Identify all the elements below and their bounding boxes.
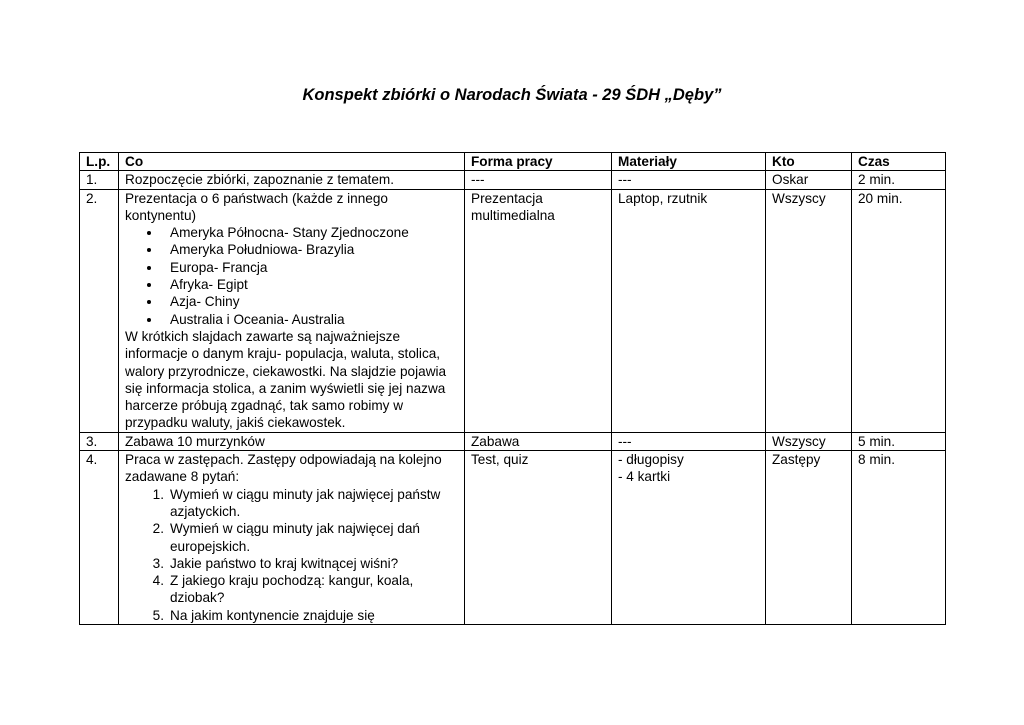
- list-item: Afryka- Egipt: [125, 276, 458, 293]
- question-list: [125, 486, 458, 624]
- table-row: [80, 171, 946, 189]
- cell-lp: 3.: [80, 432, 119, 450]
- list-item: Azja- Chiny: [125, 293, 458, 310]
- question-number: 1.: [152, 486, 164, 502]
- list-item: [125, 607, 458, 624]
- cell-materialy: ---: [612, 171, 766, 189]
- list-item: [125, 486, 458, 521]
- question-text: Na jakim kontynencie znajduje się: [170, 607, 375, 623]
- table-row: [80, 189, 946, 432]
- cell-forma: Test, quiz: [465, 451, 612, 625]
- list-item: [125, 520, 458, 555]
- cell-czas: 20 min.: [852, 189, 946, 432]
- question-number: 4.: [152, 573, 164, 589]
- country-list: [125, 224, 458, 328]
- list-item: Europa- Francja: [125, 259, 458, 276]
- cell-forma: Prezentacja multimedialna: [465, 189, 612, 432]
- plan-table: [79, 152, 946, 625]
- cell-kto: Wszyscy: [766, 432, 852, 450]
- cell-kto: Wszyscy: [766, 189, 852, 432]
- question-text: Wymień w ciągu minuty jak najwięcej dań europejskich.: [170, 521, 420, 554]
- cell-czas: 8 min.: [852, 451, 946, 625]
- header-kto: Kto: [766, 153, 852, 171]
- cell-lp: 4.: [80, 451, 119, 625]
- material-item: - długopisy: [618, 452, 684, 468]
- header-lp: L.p.: [80, 153, 119, 171]
- question-number: 3.: [152, 555, 164, 571]
- list-item: [125, 555, 458, 572]
- cell-czas: 2 min.: [852, 171, 946, 189]
- question-text: Jakie państwo to kraj kwitnącej wiśni?: [170, 555, 399, 571]
- question-text: Wymień w ciągu minuty jak najwięcej państw azjatyckich.: [170, 486, 441, 519]
- cell-kto: Oskar: [766, 171, 852, 189]
- cell-materialy: ---: [612, 432, 766, 450]
- cell-co: [119, 451, 465, 625]
- question-number: 5.: [152, 607, 164, 623]
- question-number: 2.: [152, 521, 164, 537]
- cell-czas: 5 min.: [852, 432, 946, 450]
- cell-co: Zabawa 10 murzynków: [119, 432, 465, 450]
- cell-materialy: Laptop, rzutnik: [612, 189, 766, 432]
- header-materialy: Materiały: [612, 153, 766, 171]
- header-czas: Czas: [852, 153, 946, 171]
- co-intro: Prezentacja o 6 państwach (każde z innego kontynentu): [125, 190, 388, 223]
- material-item: - 4 kartki: [618, 469, 671, 485]
- co-description: W krótkich slajdach zawarte są najważniejsze informacje o danym kraju- populacja, waluta, stolica, walory przyrodnicze, ciekawostki. Na slajdzie pojawia się informacja stolica, a zanim wyświetli się jej nazwa harcerze próbują zgadnąć, tak samo robimy w przypadku waluty, jakiś ciekawostek.: [125, 328, 447, 431]
- cell-lp: 1.: [80, 171, 119, 189]
- table-row: [80, 451, 946, 625]
- header-co: Co: [119, 153, 465, 171]
- co-intro: Praca w zastępach. Zastępy odpowiadają na kolejno zadawane 8 pytań:: [125, 452, 442, 485]
- cell-forma: Zabawa: [465, 432, 612, 450]
- table-row: [80, 432, 946, 450]
- question-text: Z jakiego kraju pochodzą: kangur, koala, dziobak?: [170, 573, 414, 606]
- cell-lp: 2.: [80, 189, 119, 432]
- list-item: Australia i Oceania- Australia: [125, 311, 458, 328]
- document-title: Konspekt zbiórki o Narodach Świata - 29 ŚDH „Dęby”: [302, 86, 722, 104]
- list-item: Ameryka Południowa- Brazylia: [125, 241, 458, 258]
- cell-materialy: [612, 451, 766, 625]
- list-item: Ameryka Północna- Stany Zjednoczone: [125, 224, 458, 241]
- header-forma: Forma pracy: [465, 153, 612, 171]
- cell-kto: Zastępy: [766, 451, 852, 625]
- list-item: [125, 572, 458, 607]
- cell-co: Rozpoczęcie zbiórki, zapoznanie z tematem.: [119, 171, 465, 189]
- cell-co: [119, 189, 465, 432]
- cell-forma: ---: [465, 171, 612, 189]
- table-header-row: [80, 153, 946, 171]
